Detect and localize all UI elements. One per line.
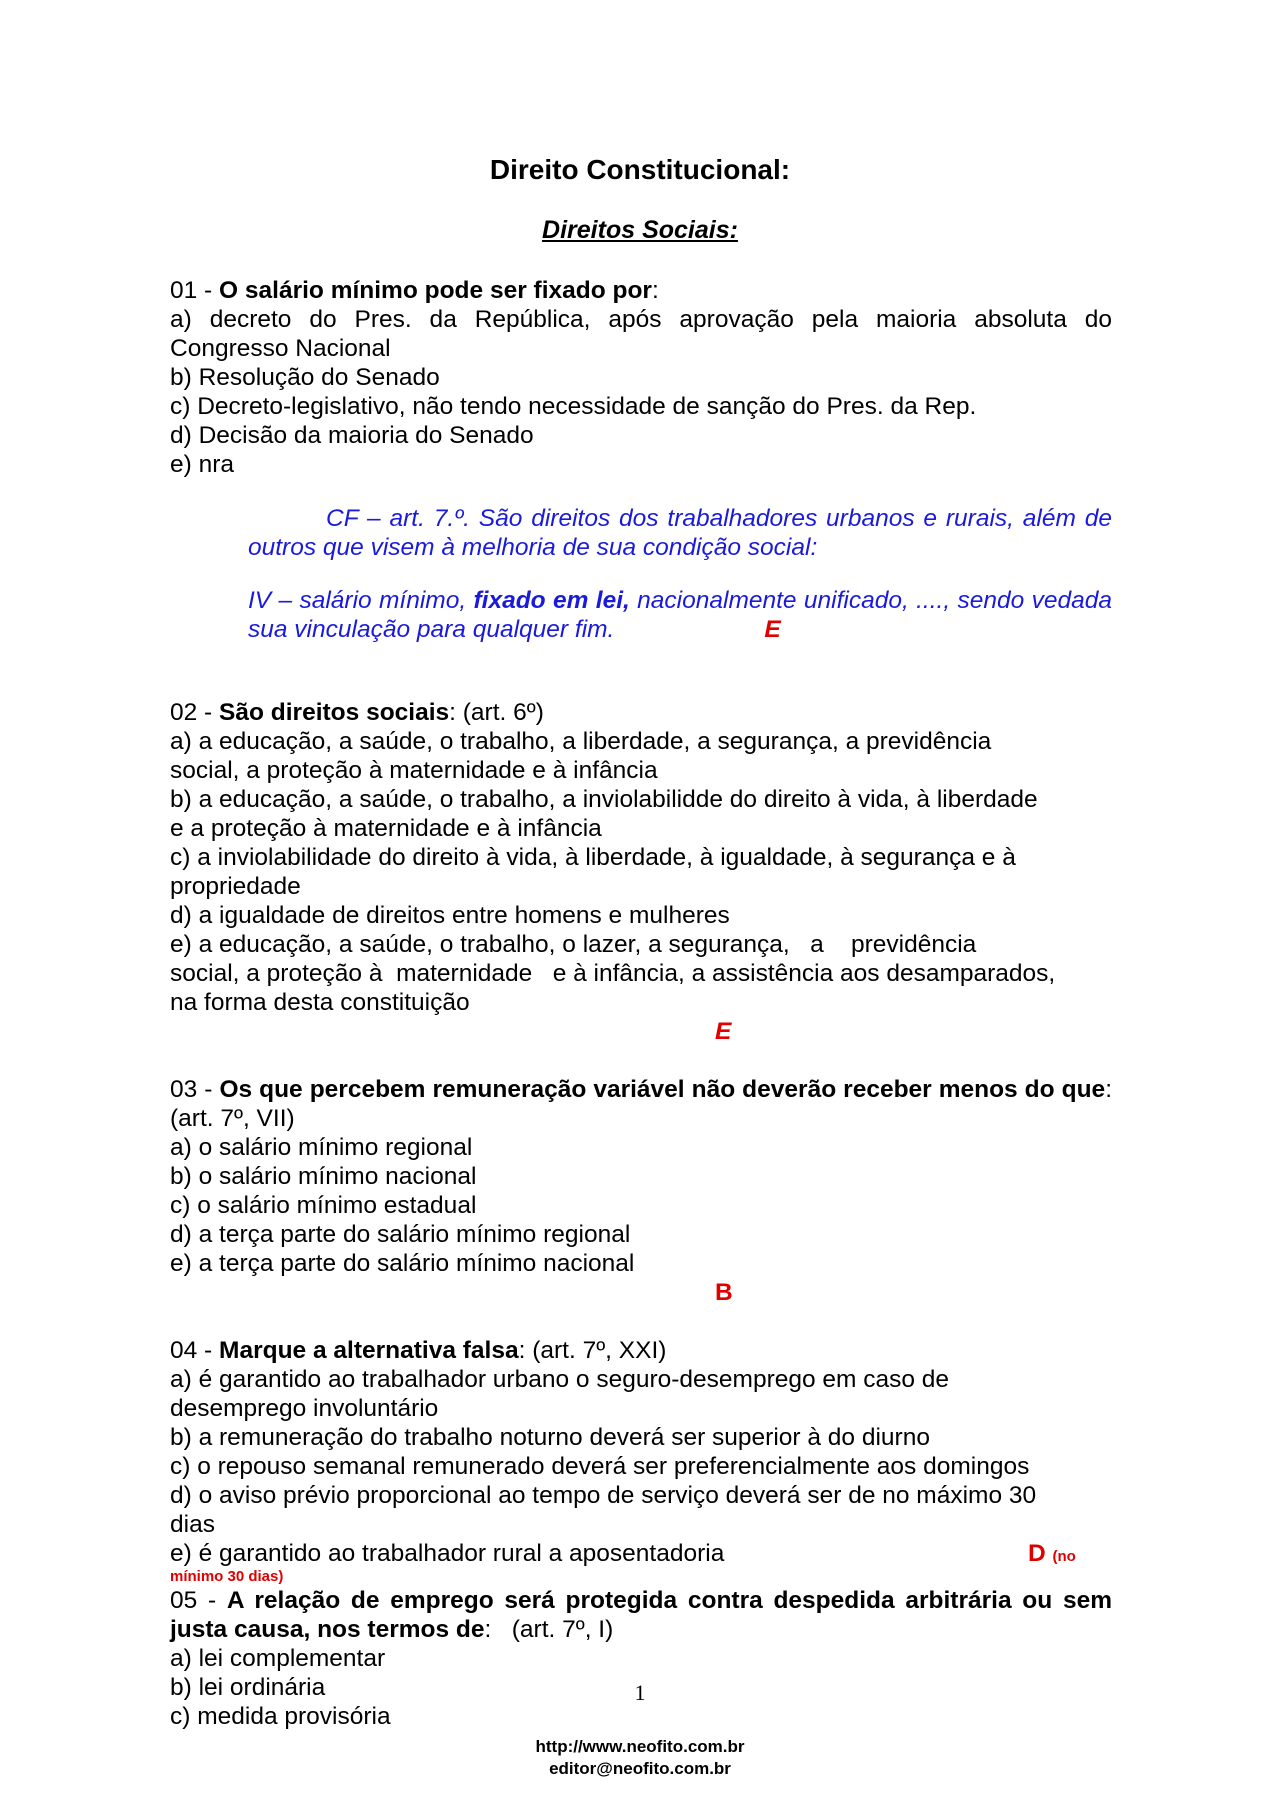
question-stem: Os que percebem remuneração variável não deverão receber menos do que xyxy=(219,1075,1106,1103)
option-e-cont: social, a proteção à maternidade e à infância, a assistência aos desamparados, xyxy=(170,959,1056,987)
option-b: b) o salário mínimo nacional xyxy=(170,1162,477,1190)
answer-key: E xyxy=(715,1017,732,1045)
option-a-cont: social, a proteção à maternidade e à infância xyxy=(170,756,658,784)
option-e: e) é garantido ao trabalhador rural a aposentadoria xyxy=(170,1539,725,1567)
question-number: 04 - xyxy=(170,1336,220,1364)
answer-key: B xyxy=(715,1278,733,1306)
option-a: a) decreto do Pres. da República, após aprovação pela maioria absoluta do Congresso Nacional xyxy=(170,306,1112,362)
question-stem: Marque a alternativa falsa xyxy=(219,1336,519,1364)
subtitle-text: Direitos Sociais: xyxy=(542,216,738,244)
option-e-cont2: na forma desta constituição xyxy=(170,988,470,1016)
option-e: e) a terça parte do salário mínimo nacional xyxy=(170,1249,635,1277)
option-d-cont: dias xyxy=(170,1510,215,1538)
legal-note-2 xyxy=(248,586,1112,644)
question-reference: : (art. 7º, I) xyxy=(484,1615,614,1643)
question-number: 01 - xyxy=(170,277,220,304)
question-number: 03 - xyxy=(170,1075,220,1103)
question-stem: São direitos sociais xyxy=(219,698,450,726)
answer-note: (no xyxy=(1052,1547,1076,1565)
question-number: 02 - xyxy=(170,698,220,726)
option-a: a) a educação, a saúde, o trabalho, a liberdade, a segurança, a previdência xyxy=(170,727,992,755)
option-a: a) lei complementar xyxy=(170,1644,386,1672)
answer-key: E xyxy=(764,616,781,643)
option-b: b) lei ordinária xyxy=(170,1673,326,1701)
document-subtitle xyxy=(0,216,1280,245)
question-01 xyxy=(170,276,1112,644)
question-02 xyxy=(170,698,1112,1046)
option-c-cont: propriedade xyxy=(170,872,301,900)
option-d: d) a terça parte do salário mínimo regional xyxy=(170,1220,631,1248)
option-c: c) o repouso semanal remunerado deverá ser preferencialmente aos domingos xyxy=(170,1452,1030,1480)
note-emphasis: fixado em lei, xyxy=(473,587,630,614)
option-a: a) é garantido ao trabalhador urbano o seguro-desemprego em caso de xyxy=(170,1365,950,1393)
question-05 xyxy=(170,1586,1112,1731)
option-d: d) o aviso prévio proporcional ao tempo de serviço deverá ser de no máximo 30 xyxy=(170,1481,1037,1509)
legal-note-1: CF – art. 7.º. São direitos dos trabalhadores urbanos e rurais, além de outros que visem à melhoria de sua condição social: xyxy=(248,504,1112,561)
option-b: b) a remuneração do trabalho noturno deverá ser superior à do diurno xyxy=(170,1423,930,1451)
page-number: 1 xyxy=(634,1680,646,1705)
option-c: c) medida provisória xyxy=(170,1702,391,1730)
question-colon: : xyxy=(651,277,659,304)
option-a-cont: desemprego involuntário xyxy=(170,1394,439,1422)
question-stem: A relação de emprego será protegida contra despedida arbitrária ou sem justa causa, nos termos de xyxy=(170,1586,1112,1643)
answer-note-cont: mínimo 30 dias) xyxy=(170,1567,284,1585)
option-e: e) a educação, a saúde, o trabalho, o lazer, a segurança, a previdência xyxy=(170,930,977,958)
page-footer xyxy=(0,1736,1280,1780)
option-c: c) a inviolabilidade do direito à vida, à liberdade, à igualdade, à segurança e à xyxy=(170,843,1016,871)
question-stem: O salário mínimo pode ser fixado por xyxy=(219,277,652,304)
question-reference: : (art. 7º, XXI) xyxy=(518,1336,667,1364)
note-text: IV – salário mínimo, xyxy=(248,587,474,614)
question-reference: : (art. 7º, VII) xyxy=(170,1075,1112,1132)
option-d: d) Decisão da maioria do Senado xyxy=(170,422,534,449)
question-reference: : (art. 6º) xyxy=(449,698,544,726)
question-list xyxy=(170,276,1112,1731)
option-b-cont: e a proteção à maternidade e à infância xyxy=(170,814,602,842)
note-text: nacionalmente unificado, ...., sendo vedada sua vinculação para qualquer fim. xyxy=(248,587,1113,643)
option-e: e) nra xyxy=(170,451,235,478)
option-a: a) o salário mínimo regional xyxy=(170,1133,473,1161)
option-c: c) o salário mínimo estadual xyxy=(170,1191,477,1219)
question-04 xyxy=(170,1336,1112,1586)
option-b: b) a educação, a saúde, o trabalho, a inviolabilidde do direito à vida, à liberdade xyxy=(170,785,1038,813)
option-d: d) a igualdade de direitos entre homens e mulheres xyxy=(170,901,730,929)
question-03 xyxy=(170,1075,1112,1307)
option-b: b) Resolução do Senado xyxy=(170,364,440,391)
answer-key: D xyxy=(1028,1539,1046,1567)
document-title: Direito Constitucional: xyxy=(489,154,791,185)
question-number: 05 - xyxy=(170,1586,227,1614)
footer-email[interactable]: editor@neofito.com.br xyxy=(549,1759,731,1778)
option-c: c) Decreto-legislativo, não tendo necessidade de sanção do Pres. da Rep. xyxy=(170,393,977,420)
footer-url[interactable]: http://www.neofito.com.br xyxy=(535,1737,745,1756)
